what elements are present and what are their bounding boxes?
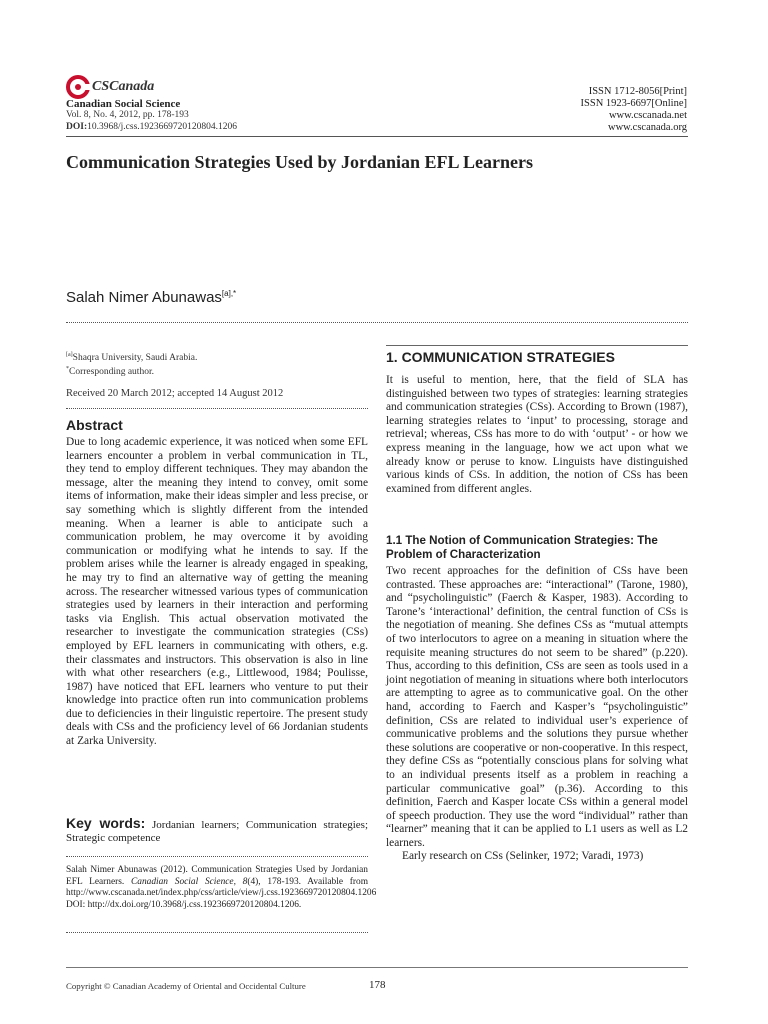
author-name: Salah Nimer Abunawas <box>66 289 222 306</box>
section-1-text <box>386 374 688 496</box>
header-rule <box>66 136 688 137</box>
abstract-text <box>66 436 368 749</box>
affil-line: Shaqra University, Saudi Arabia. <box>72 353 198 364</box>
section-1-1-heading: 1.1 The Notion of Communication Strategies: The Problem of Characterization <box>386 534 658 561</box>
issn-online: ISSN 1923-6697[Online] <box>580 98 687 109</box>
author-sup: [a],* <box>221 289 237 298</box>
article-title: Communication Strategies Used by Jordanian EFL Learners <box>66 152 534 172</box>
received-dates: Received 20 March 2012; accepted 14 August 2012 <box>66 388 284 399</box>
keywords-divider <box>66 856 368 857</box>
citation-divider <box>66 932 368 933</box>
footer-rule <box>66 967 688 968</box>
cscanada-logo-icon <box>66 75 90 99</box>
section-1-1-paragraph-1: Two recent approaches for the definition of CSs have been contrasted. These approaches are: “interactional” (Tarone, 1980), and “psycholinguistic” (Faerch & Kasper, 1983). According to Tarone’s ‘interactional’ definition, the central function of CSs is the negotiation of meaning. She defines CSs as “mutual attempts of two interlocutors to agree on a meaning in situation where the requisite meaning structures do not seem to be shared” (p.220). Thus, according to this definition, CSs are seen as tools used in a joint negotiation of meaning in situations where both interlocutors are attempting to agree as to communicative goal. On the other hand, according to Faerch and Kasper’s “psycholinguistic” definition, CSs are related to individual user’s experience of communicative problems and the solutions they pursue whether these solutions are cooperative or non-cooperative. In this respect, they define CSs as “potentially conscious plans for solving what to an individual presents itself as a problem in reaching a particular communicative goal” (p.36). According to this definition, Faerch and Kasper locate CSs within a general model of speech production. They use the word “individual” rather than “learner” meaning that it can be applied to L1 users as well as L2 learners. <box>386 565 688 849</box>
section-1-1-text <box>386 565 688 864</box>
keywords-text: Jordanian learners; Communication strategies; Strategic competence <box>66 819 369 844</box>
corresponding-line: Corresponding author. <box>69 367 154 378</box>
section-1-paragraph: It is useful to mention, here, that the field of SLA has distinguished between two types of strategies: learning strategies and communication strategies (CSs). According to Brown (1987), learning strategies relates to ‘input’ to processing, storage and retrieval; whereas, CSs has more to do with ‘output’ - or how we express meaning in the language, how we act upon what we already know or peruse to know. Linguists have distinguished various kinds of CSs. In addition, the notion of CSs has been examined from different angles. <box>386 374 688 495</box>
site-link-org[interactable]: www.cscanada.org <box>607 122 687 133</box>
citation-text: Salah Nimer Abunawas (2012). Communication Strategies Used by Jordanian EFL Learners. <box>66 865 368 887</box>
citation-doi[interactable]: DOI: http://dx.doi.org/10.3968/j.css.1923669720120804.1206. <box>66 899 302 910</box>
issn-print: ISSN 1712-8056[Print] <box>588 86 687 97</box>
section-1-1-paragraph-2: Early research on CSs (Selinker, 1972; Varadi, 1973) <box>402 850 644 863</box>
author-line <box>66 289 236 306</box>
abstract-paragraph: Due to long academic experience, it was noticed when some EFL learners encounter a problem in verbal communication in TL, they tend to employ different techniques. They may abandon the message, alter the meaning they intend to convey, omit some items of information, make their ideas simpler and less precise, or say something which is slightly different from the intended meaning. When a learner is able to anticipate such a communication problem, he may overcome it by avoiding communication or modifying what he intends to say. If the problem arises while the learner is already engaged in speaking, he may try to find an alternative way of getting the meaning across. The researcher witnessed various types of communication strategies used by learners in their interaction and performing tasks via English. This actual observation motivated the researcher to investigate the communication strategies (CSs) employed by EFL learners in communicating with others, e.g. their classmates and instructors. This observation is also in line with what other researchers (e.g., Littlewood, 1984; Poulisse, 1987) have noticed that EFL learners who venture to put their knowledge into practice often run into communication problems due to deficiencies in their linguistic repertoire. The present study deals with CSs and the proficiency level of 66 Jordanian students at Zarka University. <box>66 436 368 748</box>
doi-line <box>66 122 237 132</box>
affil-sup: [a] <box>66 352 73 358</box>
section-top-rule <box>386 345 688 346</box>
doi-label: DOI: <box>66 122 88 132</box>
logo-text: CSCanada <box>92 79 155 94</box>
affiliation <box>66 350 197 378</box>
abstract-heading: Abstract <box>66 417 123 433</box>
citation-journal: Canadian Social Science, 8 <box>131 876 248 887</box>
issn-block <box>581 86 687 134</box>
citation-block <box>66 865 377 911</box>
page-number: 178 <box>369 979 386 991</box>
received-divider <box>66 408 368 409</box>
site-link-net[interactable]: www.cscanada.net <box>608 110 687 121</box>
keywords <box>66 817 368 845</box>
journal-name: Canadian Social Science <box>66 98 181 110</box>
volume-info: Vol. 8, No. 4, 2012, pp. 178-193 <box>66 110 189 120</box>
doi-value: 10.3968/j.css.1923669720120804.1206 <box>87 122 238 132</box>
citation-link[interactable]: (4), 178-193. Available from http://www.cscanada.net/index.php/css/article/view/j.css.1923669720120804.1206 <box>66 876 377 899</box>
author-divider <box>66 322 688 323</box>
keywords-label: Key words: <box>66 815 146 831</box>
copyright: Copyright © Canadian Academy of Oriental and Occidental Culture <box>66 981 306 991</box>
corresponding-sup: * <box>66 366 69 373</box>
section-1-heading: 1. COMMUNICATION STRATEGIES <box>386 349 615 365</box>
